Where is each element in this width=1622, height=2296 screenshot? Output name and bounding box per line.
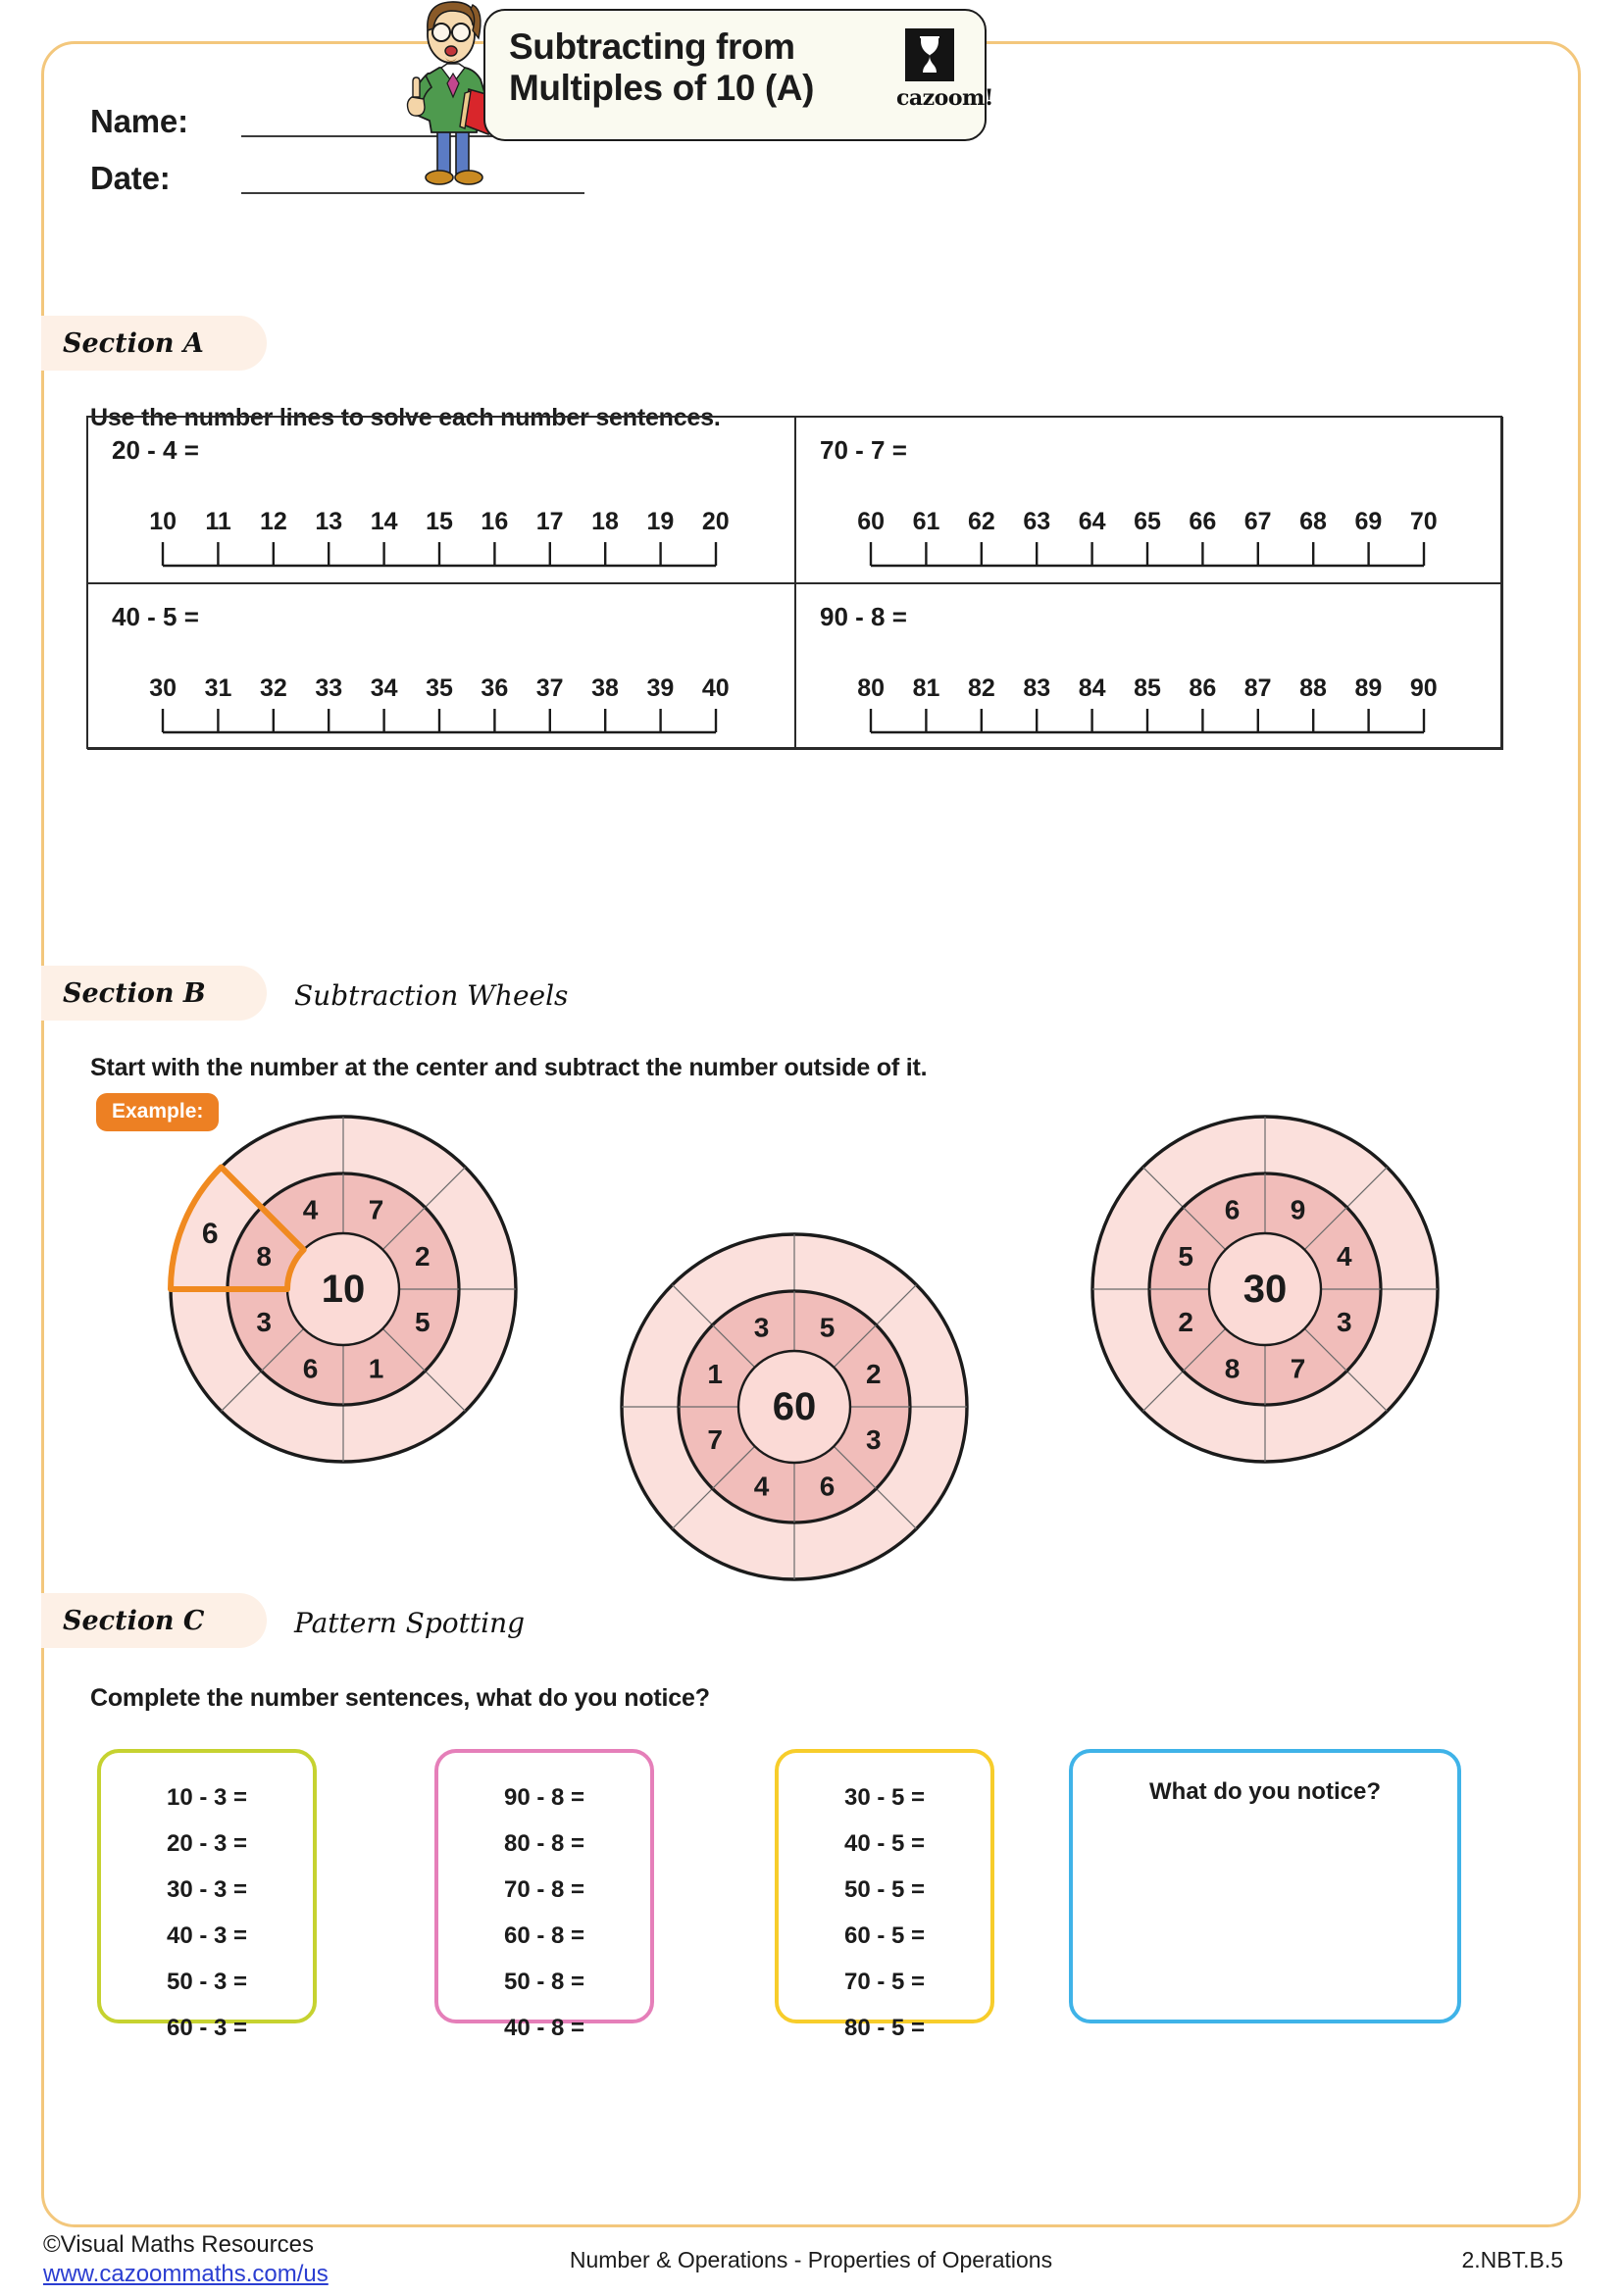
number-line-axis: [843, 707, 1451, 736]
section-c-label: Section C: [63, 1605, 205, 1636]
number-line: [843, 674, 1451, 733]
pattern-sentence[interactable]: 60 - 3 =: [166, 2015, 248, 2041]
number-line-labels: [135, 674, 743, 703]
wheel-subtrahend: 5: [415, 1306, 431, 1337]
subtraction-wheel-1[interactable]: [167, 1113, 520, 1466]
notice-prompt: What do you notice?: [1149, 1778, 1381, 1805]
standard-description: Number & Operations - Properties of Operations: [569, 2247, 1053, 2272]
copyright-text: ©Visual Maths Resources: [43, 2231, 315, 2258]
wheel-subtrahend: 7: [368, 1194, 384, 1225]
tick-label: 16: [481, 508, 509, 535]
tick-label: 64: [1078, 508, 1106, 535]
tick-label: 80: [857, 674, 886, 702]
tick-label: 11: [205, 508, 231, 535]
example-badge: Example:: [96, 1093, 219, 1131]
number-line: [135, 508, 743, 567]
wheel-answer: 6: [201, 1218, 219, 1251]
tick-label: 81: [912, 674, 940, 702]
tick-label: 85: [1134, 674, 1161, 702]
wheel-subtrahend: 2: [866, 1359, 882, 1390]
number-line: [843, 508, 1451, 567]
wheel-subtrahend: 1: [707, 1359, 723, 1390]
page-title-line1: Subtracting from: [509, 26, 795, 67]
pattern-sentence[interactable]: 80 - 8 =: [503, 1830, 585, 1857]
wheel-subtrahend: 2: [415, 1241, 431, 1273]
tick-label: 61: [912, 508, 940, 535]
pattern-sentence[interactable]: 70 - 8 =: [503, 1876, 585, 1903]
number-line-axis: [135, 707, 743, 736]
pattern-sentence[interactable]: 20 - 3 =: [166, 1830, 248, 1857]
website-link[interactable]: www.cazoommaths.com/us: [43, 2261, 329, 2287]
tick-label: 87: [1243, 674, 1272, 702]
cazoom-wordmark: cazoom!: [896, 85, 993, 111]
date-label: Date:: [90, 160, 171, 196]
section-c-subtitle: Pattern Spotting: [294, 1607, 526, 1639]
wheel-subtrahend: 3: [256, 1306, 272, 1337]
tick-label: 15: [426, 508, 453, 535]
cazoom-logo: [896, 28, 993, 126]
tick-label: 36: [481, 674, 509, 702]
pattern-sentence[interactable]: 40 - 5 =: [843, 1830, 926, 1857]
section-a-instruction: Use the number lines to solve each number sentences.: [90, 404, 721, 431]
wheel-subtrahend: 7: [1290, 1353, 1306, 1384]
number-line-table: [86, 416, 1502, 749]
subtraction-wheel-2[interactable]: [618, 1230, 971, 1583]
wheel-subtrahend: 4: [1337, 1241, 1352, 1273]
date-input-rule[interactable]: [241, 192, 584, 194]
section-c-header: [41, 1593, 267, 1648]
number-line-axis: [135, 540, 743, 570]
table-cell-q3[interactable]: [87, 583, 795, 750]
wheel-subtrahend: 8: [1224, 1353, 1241, 1384]
pattern-sentence[interactable]: 50 - 3 =: [166, 1969, 248, 1995]
number-line: [135, 674, 743, 733]
tick-label: 40: [701, 674, 730, 702]
tick-label: 18: [591, 508, 619, 535]
tick-label: 65: [1134, 508, 1161, 535]
wheel-subtrahend: 3: [753, 1312, 770, 1343]
pattern-sentence[interactable]: 40 - 8 =: [503, 2015, 585, 2041]
tick-label: 35: [426, 674, 453, 702]
pattern-box-3[interactable]: [775, 1749, 994, 2041]
tick-label: 20: [701, 508, 730, 535]
wheel-subtrahend: 7: [707, 1423, 723, 1455]
tick-label: 32: [259, 674, 287, 702]
wheel-subtrahend: 6: [819, 1471, 836, 1502]
pattern-sentence[interactable]: 30 - 5 =: [843, 1784, 926, 1811]
tick-label: 31: [204, 674, 232, 702]
wheel-subtrahend: 5: [819, 1312, 836, 1343]
section-b-header: [41, 966, 267, 1021]
number-line-labels: [135, 508, 743, 536]
subtraction-wheel-3[interactable]: [1089, 1113, 1442, 1466]
worksheet-footer: [0, 2231, 1622, 2296]
standard-code: 2.NBT.B.5: [1461, 2247, 1563, 2272]
wheel-subtrahend: 6: [1224, 1194, 1241, 1225]
section-c-instruction: Complete the number sentences, what do you notice?: [90, 1684, 710, 1712]
tick-label: 68: [1299, 508, 1327, 535]
number-line-labels: [843, 508, 1451, 536]
question-text: 70 - 7 =: [820, 435, 907, 465]
tick-label: 39: [646, 674, 675, 702]
tick-label: 67: [1243, 508, 1272, 535]
section-b-label: Section B: [63, 977, 206, 1009]
pattern-sentence[interactable]: 60 - 5 =: [843, 1922, 926, 1949]
tick-label: 62: [967, 508, 995, 535]
tick-label: 83: [1023, 674, 1051, 702]
pattern-sentence[interactable]: 80 - 5 =: [843, 2015, 926, 2041]
number-line-labels: [843, 674, 1451, 703]
table-cell-q4[interactable]: [795, 583, 1503, 750]
page-title-line2: Multiples of 10 (A): [509, 68, 815, 108]
pattern-sentence[interactable]: 30 - 3 =: [166, 1876, 248, 1903]
pattern-sentence[interactable]: 90 - 8 =: [503, 1784, 585, 1811]
pattern-sentence[interactable]: 50 - 8 =: [503, 1969, 585, 1995]
tick-label: 30: [149, 674, 177, 702]
title-plate: [483, 9, 993, 141]
tick-label: 37: [535, 674, 564, 702]
tick-label: 88: [1299, 674, 1327, 702]
wheel-subtrahend: 4: [302, 1194, 319, 1225]
wheel-subtrahend: 3: [1337, 1306, 1352, 1337]
notice-answer-box[interactable]: [1069, 1749, 1461, 2023]
section-a-label: Section A: [63, 327, 204, 359]
tick-label: 86: [1189, 674, 1217, 702]
tick-label: 34: [370, 674, 398, 702]
name-label: Name:: [90, 103, 188, 139]
pattern-sentence[interactable]: 60 - 8 =: [503, 1922, 585, 1949]
section-a-header: [41, 316, 267, 371]
wheel-subtrahend: 2: [1178, 1306, 1193, 1337]
wheel-subtrahend: 5: [1178, 1241, 1193, 1273]
tick-label: 38: [591, 674, 619, 702]
pattern-box-2[interactable]: [434, 1749, 654, 2041]
tick-label: 19: [646, 508, 675, 535]
tick-label: 13: [315, 508, 343, 535]
wheel-subtrahend: 1: [368, 1353, 384, 1384]
hourglass-icon: [905, 28, 954, 81]
wheel-subtrahend: 3: [866, 1423, 882, 1455]
wheel-subtrahend: 9: [1290, 1194, 1306, 1225]
tick-label: 84: [1078, 674, 1106, 702]
tick-label: 14: [370, 508, 398, 535]
tick-label: 66: [1189, 508, 1217, 535]
section-b-instruction: Start with the number at the center and subtract the number outside of it.: [90, 1054, 928, 1081]
question-text: 90 - 8 =: [820, 602, 907, 631]
tick-label: 69: [1354, 508, 1383, 535]
table-cell-q1[interactable]: [87, 417, 795, 583]
tick-label: 10: [149, 508, 177, 535]
page-title: [509, 26, 833, 109]
wheel-subtrahend: 6: [302, 1353, 319, 1384]
table-cell-q2[interactable]: [795, 417, 1503, 583]
wheel-subtrahend: 8: [256, 1241, 272, 1273]
wheel-subtrahend: 4: [753, 1471, 770, 1502]
wheel-center-value: 60: [772, 1385, 817, 1428]
tick-label: 12: [259, 508, 287, 535]
tick-label: 70: [1409, 508, 1438, 535]
worksheet-header: [0, 0, 1622, 245]
question-text: 40 - 5 =: [112, 602, 199, 631]
question-text: 20 - 4 =: [112, 435, 199, 465]
tick-label: 33: [315, 674, 343, 702]
tick-label: 60: [857, 508, 886, 535]
wheel-center-value: 30: [1242, 1268, 1288, 1311]
tick-label: 89: [1354, 674, 1383, 702]
pattern-box-1[interactable]: [97, 1749, 317, 2041]
pattern-sentence[interactable]: 10 - 3 =: [166, 1784, 248, 1811]
pattern-sentence[interactable]: 50 - 5 =: [843, 1876, 926, 1903]
tick-label: 82: [967, 674, 995, 702]
tick-label: 90: [1409, 674, 1438, 702]
wheel-center-value: 10: [321, 1268, 366, 1311]
number-line-axis: [843, 540, 1451, 570]
pattern-sentence[interactable]: 70 - 5 =: [843, 1969, 926, 1995]
tick-label: 17: [535, 508, 564, 535]
pattern-sentence[interactable]: 40 - 3 =: [166, 1922, 248, 1949]
tick-label: 63: [1023, 508, 1051, 535]
section-b-subtitle: Subtraction Wheels: [294, 979, 569, 1012]
